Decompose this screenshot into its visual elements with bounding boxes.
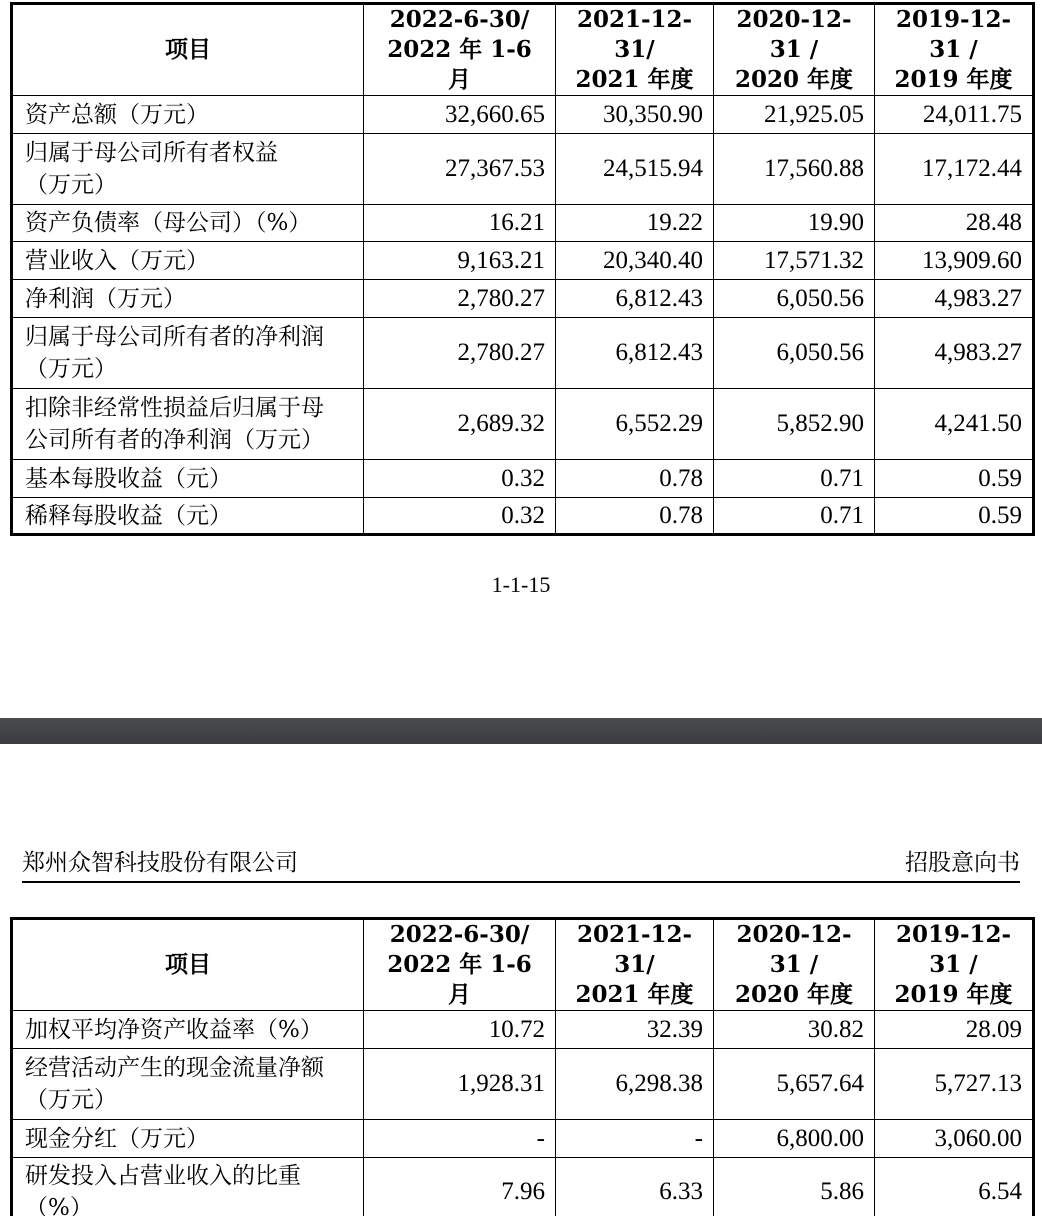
value-2022: 1,928.31	[364, 1049, 556, 1120]
row-label: 研发投入占营业收入的比重 （%）	[12, 1158, 364, 1216]
page-number: 1-1-15	[491, 572, 551, 597]
value-2020: 5,657.64	[714, 1049, 875, 1120]
value-2022: 0.32	[364, 498, 556, 535]
value-2022: -	[364, 1120, 556, 1158]
table-row	[12, 1120, 1034, 1158]
value-2021: 6,552.29	[556, 389, 714, 460]
value-2021: 24,515.94	[556, 134, 714, 205]
value-2020: 30.82	[714, 1011, 875, 1049]
value-2022: 10.72	[364, 1011, 556, 1049]
table-row	[12, 498, 1034, 535]
value-2020: 17,560.88	[714, 134, 875, 205]
value-2021: 0.78	[556, 498, 714, 535]
value-2021: 6,298.38	[556, 1049, 714, 1120]
value-2019: 24,011.75	[875, 96, 1034, 134]
value-2019: 5,727.13	[875, 1049, 1034, 1120]
header-2022: 2022-6-30/ 2022 年 1-6 月	[364, 919, 556, 1011]
value-2022: 2,780.27	[364, 318, 556, 389]
header-2020: 2020-12-31 / 2020 年度	[714, 919, 875, 1011]
header-2021: 2021-12-31/ 2021 年度	[556, 919, 714, 1011]
row-label: 基本每股收益（元）	[12, 460, 364, 498]
value-2019: 3,060.00	[875, 1120, 1034, 1158]
table-row	[12, 134, 1034, 205]
value-2021: 32.39	[556, 1011, 714, 1049]
value-2021: 0.78	[556, 460, 714, 498]
row-label: 归属于母公司所有者权益 （万元）	[12, 134, 364, 205]
value-2019: 28.09	[875, 1011, 1034, 1049]
header-2020: 2020-12-31 / 2020 年度	[714, 4, 875, 96]
value-2021: 6.33	[556, 1158, 714, 1216]
value-2022: 0.32	[364, 460, 556, 498]
value-2021: 6,812.43	[556, 280, 714, 318]
value-2019: 4,983.27	[875, 318, 1034, 389]
value-2020: 17,571.32	[714, 242, 875, 280]
value-2021: 20,340.40	[556, 242, 714, 280]
table-header-row	[12, 919, 1034, 1011]
value-2022: 7.96	[364, 1158, 556, 1216]
financial-table-bottom	[10, 917, 1035, 1216]
value-2020: 19.90	[714, 205, 875, 242]
row-label: 归属于母公司所有者的净利润 （万元）	[12, 318, 364, 389]
row-label: 资产总额（万元）	[12, 96, 364, 134]
value-2022: 2,689.32	[364, 389, 556, 460]
header-2019: 2019-12-31 / 2019 年度	[875, 919, 1034, 1011]
document-type: 招股意向书	[905, 850, 1020, 876]
value-2022: 16.21	[364, 205, 556, 242]
table-row	[12, 1049, 1034, 1120]
row-label: 稀释每股收益（元）	[12, 498, 364, 535]
value-2021: 19.22	[556, 205, 714, 242]
value-2020: 0.71	[714, 498, 875, 535]
value-2019: 28.48	[875, 205, 1034, 242]
row-label: 扣除非经常性损益后归属于母 公司所有者的净利润（万元）	[12, 389, 364, 460]
header-item: 项目	[12, 4, 364, 96]
header-2019: 2019-12-31 / 2019 年度	[875, 4, 1034, 96]
value-2019: 0.59	[875, 498, 1034, 535]
table-row	[12, 318, 1034, 389]
row-label: 营业收入（万元）	[12, 242, 364, 280]
value-2019: 13,909.60	[875, 242, 1034, 280]
page-divider	[0, 718, 1042, 744]
value-2020: 6,050.56	[714, 318, 875, 389]
value-2022: 27,367.53	[364, 134, 556, 205]
value-2020: 5,852.90	[714, 389, 875, 460]
table-header-row	[12, 4, 1034, 96]
row-label: 净利润（万元）	[12, 280, 364, 318]
value-2022: 2,780.27	[364, 280, 556, 318]
table-row	[12, 205, 1034, 242]
table-row	[12, 96, 1034, 134]
value-2019: 17,172.44	[875, 134, 1034, 205]
row-label: 现金分红（万元）	[12, 1120, 364, 1158]
table-row	[12, 389, 1034, 460]
financial-table-top	[10, 2, 1035, 536]
header-2022: 2022-6-30/ 2022 年 1-6 月	[364, 4, 556, 96]
table-row	[12, 280, 1034, 318]
value-2021: 6,812.43	[556, 318, 714, 389]
table-row	[12, 1011, 1034, 1049]
value-2020: 6,050.56	[714, 280, 875, 318]
company-name: 郑州众智科技股份有限公司	[22, 850, 298, 876]
value-2022: 32,660.65	[364, 96, 556, 134]
value-2019: 4,983.27	[875, 280, 1034, 318]
value-2019: 6.54	[875, 1158, 1034, 1216]
row-label: 资产负债率（母公司）（%）	[12, 205, 364, 242]
table-row	[12, 1158, 1034, 1216]
value-2020: 0.71	[714, 460, 875, 498]
row-label: 经营活动产生的现金流量净额 （万元）	[12, 1049, 364, 1120]
value-2021: -	[556, 1120, 714, 1158]
value-2019: 4,241.50	[875, 389, 1034, 460]
header-item: 项目	[12, 919, 364, 1011]
value-2021: 30,350.90	[556, 96, 714, 134]
value-2020: 5.86	[714, 1158, 875, 1216]
row-label: 加权平均净资产收益率（%）	[12, 1011, 364, 1049]
table-row	[12, 242, 1034, 280]
value-2022: 9,163.21	[364, 242, 556, 280]
document-header	[22, 845, 1020, 883]
value-2020: 6,800.00	[714, 1120, 875, 1158]
header-2021: 2021-12-31/ 2021 年度	[556, 4, 714, 96]
value-2019: 0.59	[875, 460, 1034, 498]
table-row	[12, 460, 1034, 498]
value-2020: 21,925.05	[714, 96, 875, 134]
